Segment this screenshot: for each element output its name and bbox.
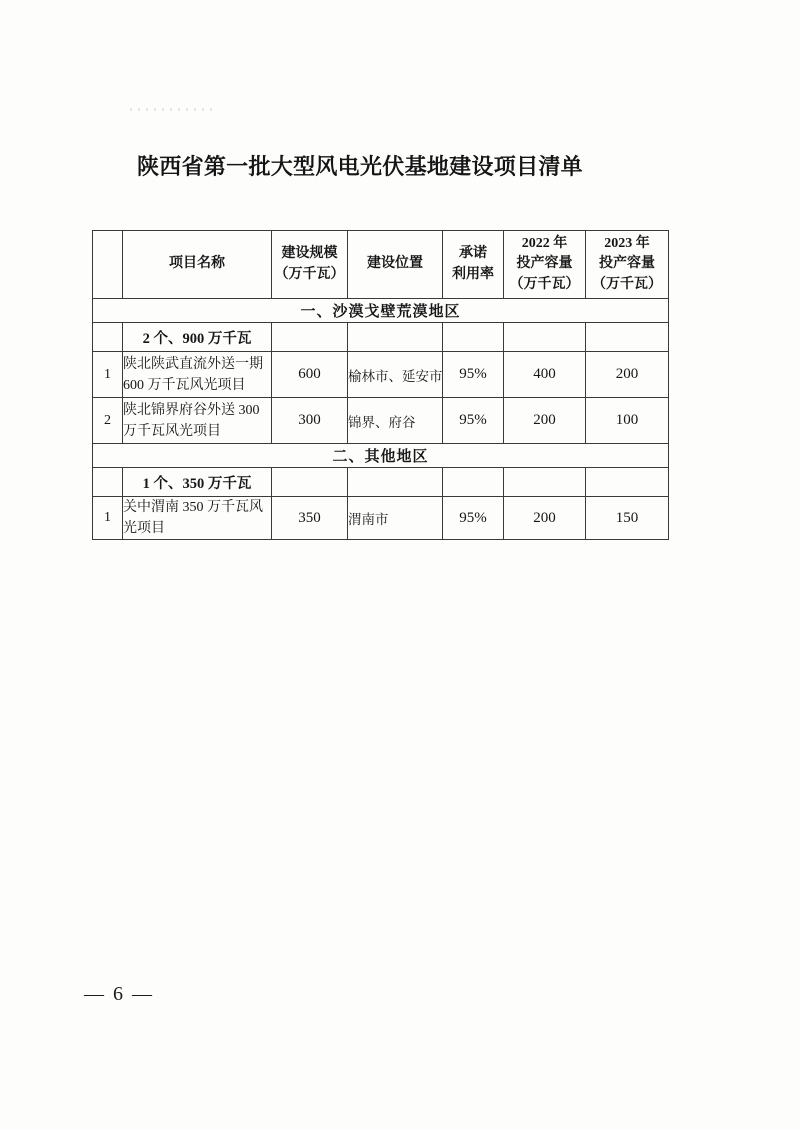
empty-cell <box>348 323 443 352</box>
project-location: 渭南市 <box>348 497 443 540</box>
header-line: 项目名称 <box>169 256 225 272</box>
col-header-capacity-2023 <box>586 231 669 299</box>
section-row-other <box>93 444 669 468</box>
header-line: 2022 年 <box>521 236 568 252</box>
project-location: 锦界、府谷 <box>348 398 443 444</box>
project-rate: 95% <box>443 497 504 540</box>
header-line: （万千瓦） <box>274 266 345 282</box>
col-header-index <box>93 231 123 299</box>
project-capacity-2023: 100 <box>586 398 669 444</box>
document-title: 陕西省第一批大型风电光伏基地建设项目清单 <box>136 154 583 179</box>
project-capacity-2022: 200 <box>504 398 586 444</box>
row-index: 1 <box>93 497 123 540</box>
project-rate: 95% <box>443 352 504 398</box>
section-summary: 2 个、900 万千瓦 <box>123 323 272 352</box>
project-capacity-2023: 150 <box>586 497 669 540</box>
empty-cell <box>272 323 348 352</box>
header-line: （万千瓦） <box>509 276 580 292</box>
table-row <box>93 398 669 444</box>
empty-cell <box>443 323 504 352</box>
empty-cell <box>348 468 443 497</box>
project-capacity-2023: 200 <box>586 352 669 398</box>
col-header-location <box>348 231 443 299</box>
summary-row-other <box>93 468 669 497</box>
header-line: 利用率 <box>452 266 494 282</box>
empty-cell <box>586 468 669 497</box>
project-name: 陕北锦界府谷外送 300 万千瓦风光项目 <box>123 398 272 444</box>
project-scale: 350 <box>272 497 348 540</box>
section-summary: 1 个、350 万千瓦 <box>123 468 272 497</box>
empty-cell <box>93 323 123 352</box>
col-header-scale <box>272 231 348 299</box>
header-line: 建设位置 <box>367 256 423 272</box>
summary-row-desert <box>93 323 669 352</box>
project-capacity-2022: 200 <box>504 497 586 540</box>
header-line: （万千瓦） <box>592 276 662 292</box>
col-header-project-name <box>123 231 272 299</box>
table-row <box>93 352 669 398</box>
project-scale: 300 <box>272 398 348 444</box>
empty-cell <box>504 323 586 352</box>
project-name: 陕北陕武直流外送一期 600 万千瓦风光项目 <box>123 352 272 398</box>
row-index: 2 <box>93 398 123 444</box>
empty-cell <box>443 468 504 497</box>
empty-cell <box>586 323 669 352</box>
project-scale: 600 <box>272 352 348 398</box>
empty-cell <box>93 468 123 497</box>
section-title: 二、其他地区 <box>93 444 669 468</box>
scan-artifact <box>130 108 218 111</box>
header-line: 建设规模 <box>281 246 338 262</box>
projects-table <box>92 230 669 540</box>
row-index: 1 <box>93 352 123 398</box>
page-number: — 6 — <box>84 983 154 1005</box>
empty-cell <box>504 468 586 497</box>
table-row <box>93 497 669 540</box>
col-header-utilization <box>443 231 504 299</box>
project-rate: 95% <box>443 398 504 444</box>
header-line: 承诺 <box>459 246 487 262</box>
header-line: 2023 年 <box>604 236 650 252</box>
section-row-desert <box>93 299 669 323</box>
header-line: 投产容量 <box>599 256 655 272</box>
empty-cell <box>272 468 348 497</box>
header-line: 投产容量 <box>516 256 573 272</box>
table-header-row <box>93 231 669 299</box>
project-capacity-2022: 400 <box>504 352 586 398</box>
section-title: 一、沙漠戈壁荒漠地区 <box>93 299 669 323</box>
project-location: 榆林市、延安市 <box>348 352 443 398</box>
col-header-capacity-2022 <box>504 231 586 299</box>
project-name: 关中渭南 350 万千瓦风光项目 <box>123 497 272 540</box>
